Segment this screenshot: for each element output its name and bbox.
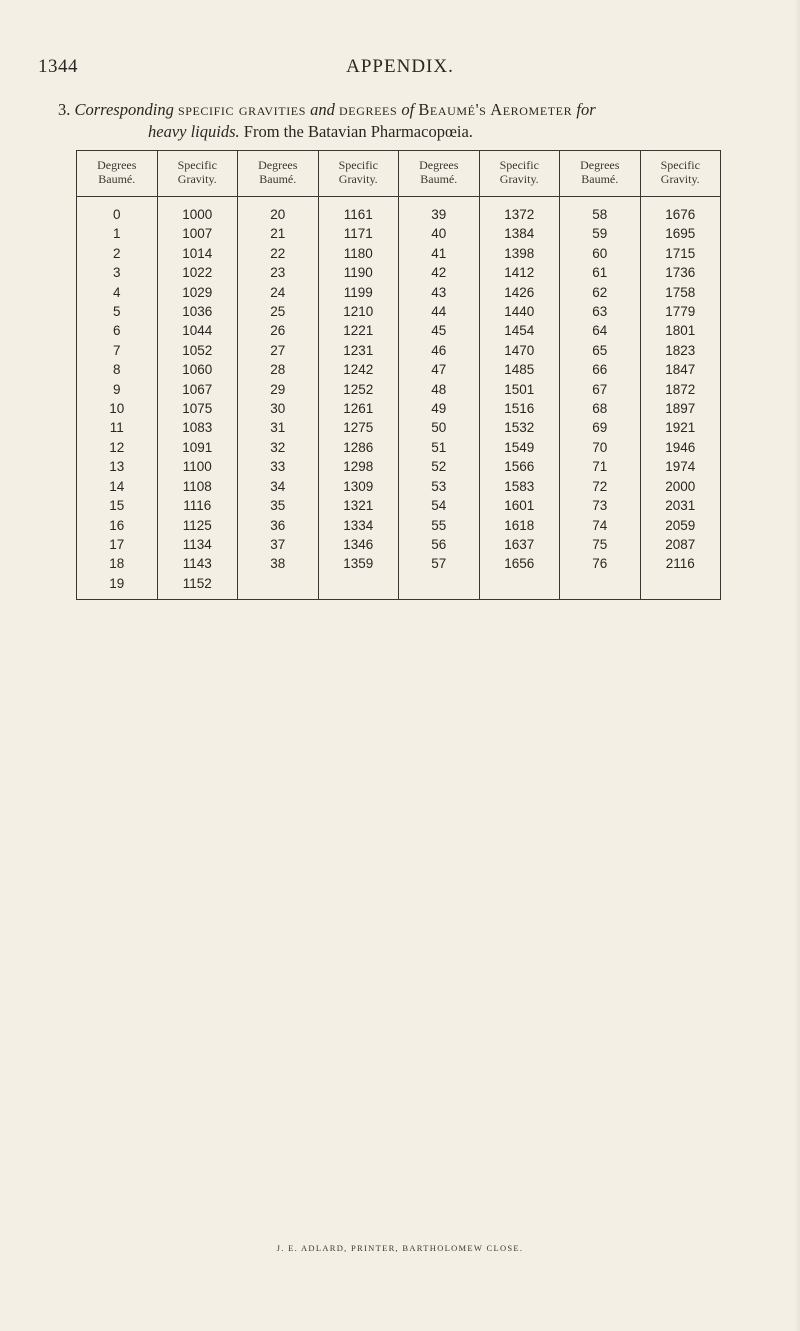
- specific-gravity-cell: [640, 574, 721, 600]
- degrees-baume-cell: 53: [399, 477, 480, 496]
- degrees-baume-cell: 44: [399, 302, 480, 321]
- specific-gravity-cell: 1334: [318, 516, 399, 535]
- degrees-baume-cell: 11: [77, 418, 158, 437]
- baume-gravity-table: [76, 150, 721, 600]
- specific-gravity-cell: 1052: [157, 341, 238, 360]
- specific-gravity-cell: 1083: [157, 418, 238, 437]
- degrees-baume-cell: 17: [77, 535, 158, 554]
- degrees-baume-cell: 60: [560, 244, 641, 263]
- degrees-baume-cell: 64: [560, 321, 641, 340]
- specific-gravity-cell: 1180: [318, 244, 399, 263]
- degrees-baume-cell: [238, 574, 319, 600]
- header-degrees-baume-4: Degrees Baumé.: [560, 151, 641, 197]
- header-degrees-baume-1: Degrees Baumé.: [77, 151, 158, 197]
- caption-number: 3.: [58, 100, 71, 119]
- degrees-baume-cell: 68: [560, 399, 641, 418]
- degrees-baume-cell: 48: [399, 380, 480, 399]
- table-body: [77, 197, 721, 600]
- specific-gravity-cell: 1143: [157, 554, 238, 573]
- specific-gravity-cell: 1190: [318, 263, 399, 282]
- specific-gravity-cell: 1736: [640, 263, 721, 282]
- caption-line2-italic: heavy liquids.: [148, 122, 240, 141]
- table-row: [77, 399, 721, 418]
- specific-gravity-cell: 1252: [318, 380, 399, 399]
- degrees-baume-cell: 39: [399, 197, 480, 225]
- caption-italic-1: Corresponding: [74, 100, 174, 119]
- printer-imprint: J. E. ADLARD, PRINTER, BARTHOLOMEW CLOSE.: [276, 1243, 524, 1253]
- specific-gravity-cell: 1974: [640, 457, 721, 476]
- specific-gravity-cell: 1601: [479, 496, 560, 515]
- specific-gravity-cell: [318, 574, 399, 600]
- degrees-baume-cell: 9: [77, 380, 158, 399]
- specific-gravity-cell: 1134: [157, 535, 238, 554]
- specific-gravity-cell: 2031: [640, 496, 721, 515]
- table-row: [77, 244, 721, 263]
- degrees-baume-cell: 56: [399, 535, 480, 554]
- table-caption: [58, 99, 778, 143]
- specific-gravity-cell: 1221: [318, 321, 399, 340]
- specific-gravity-cell: 1171: [318, 224, 399, 243]
- specific-gravity-cell: 1075: [157, 399, 238, 418]
- specific-gravity-cell: 1108: [157, 477, 238, 496]
- page-number: 1344: [38, 56, 78, 77]
- specific-gravity-cell: 1067: [157, 380, 238, 399]
- degrees-baume-cell: 67: [560, 380, 641, 399]
- degrees-baume-cell: 55: [399, 516, 480, 535]
- specific-gravity-cell: 1029: [157, 283, 238, 302]
- degrees-baume-cell: 18: [77, 554, 158, 573]
- specific-gravity-cell: 1454: [479, 321, 560, 340]
- specific-gravity-cell: 1637: [479, 535, 560, 554]
- specific-gravity-cell: 1440: [479, 302, 560, 321]
- table-row: [77, 418, 721, 437]
- specific-gravity-cell: 2116: [640, 554, 721, 573]
- degrees-baume-cell: 8: [77, 360, 158, 379]
- caption-caps-1: specific gravities: [177, 100, 307, 119]
- specific-gravity-cell: 1199: [318, 283, 399, 302]
- specific-gravity-cell: 1346: [318, 535, 399, 554]
- specific-gravity-cell: 1656: [479, 554, 560, 573]
- specific-gravity-cell: 1116: [157, 496, 238, 515]
- degrees-baume-cell: 7: [77, 341, 158, 360]
- degrees-baume-cell: 43: [399, 283, 480, 302]
- caption-line-2: [58, 121, 778, 143]
- degrees-baume-cell: 1: [77, 224, 158, 243]
- degrees-baume-cell: 45: [399, 321, 480, 340]
- degrees-baume-cell: 10: [77, 399, 158, 418]
- specific-gravity-cell: 1715: [640, 244, 721, 263]
- specific-gravity-cell: 1946: [640, 438, 721, 457]
- specific-gravity-cell: 1549: [479, 438, 560, 457]
- specific-gravity-cell: 1921: [640, 418, 721, 437]
- table-header-row: [77, 151, 721, 197]
- specific-gravity-cell: 1298: [318, 457, 399, 476]
- caption-caps-2: degrees: [339, 100, 398, 119]
- header-degrees-baume-2: Degrees Baumé.: [238, 151, 319, 197]
- degrees-baume-cell: 57: [399, 554, 480, 573]
- table-row: [77, 516, 721, 535]
- degrees-baume-cell: 22: [238, 244, 319, 263]
- specific-gravity-cell: 1583: [479, 477, 560, 496]
- specific-gravity-cell: 1618: [479, 516, 560, 535]
- specific-gravity-cell: 2087: [640, 535, 721, 554]
- table-row: [77, 535, 721, 554]
- table-row: [77, 341, 721, 360]
- specific-gravity-cell: 1261: [318, 399, 399, 418]
- specific-gravity-cell: 1384: [479, 224, 560, 243]
- degrees-baume-cell: 42: [399, 263, 480, 282]
- specific-gravity-cell: 1286: [318, 438, 399, 457]
- specific-gravity-cell: 1125: [157, 516, 238, 535]
- specific-gravity-cell: 1516: [479, 399, 560, 418]
- specific-gravity-cell: 1847: [640, 360, 721, 379]
- specific-gravity-cell: 1566: [479, 457, 560, 476]
- specific-gravity-cell: 1779: [640, 302, 721, 321]
- degrees-baume-cell: 34: [238, 477, 319, 496]
- table-row: [77, 477, 721, 496]
- degrees-baume-cell: 73: [560, 496, 641, 515]
- degrees-baume-cell: 58: [560, 197, 641, 225]
- running-title: APPENDIX.: [346, 56, 454, 77]
- degrees-baume-cell: 26: [238, 321, 319, 340]
- table-row: [77, 438, 721, 457]
- degrees-baume-cell: 59: [560, 224, 641, 243]
- degrees-baume-cell: 2: [77, 244, 158, 263]
- table-row: [77, 380, 721, 399]
- specific-gravity-cell: 1242: [318, 360, 399, 379]
- degrees-baume-cell: 38: [238, 554, 319, 573]
- specific-gravity-cell: [479, 574, 560, 600]
- table-row: [77, 496, 721, 515]
- specific-gravity-cell: 1532: [479, 418, 560, 437]
- degrees-baume-cell: 29: [238, 380, 319, 399]
- specific-gravity-cell: 1022: [157, 263, 238, 282]
- degrees-baume-cell: 76: [560, 554, 641, 573]
- degrees-baume-cell: 6: [77, 321, 158, 340]
- header-degrees-baume-3: Degrees Baumé.: [399, 151, 480, 197]
- degrees-baume-cell: 37: [238, 535, 319, 554]
- degrees-baume-cell: 16: [77, 516, 158, 535]
- header-specific-gravity-2: Specific Gravity.: [318, 151, 399, 197]
- header-specific-gravity-1: Specific Gravity.: [157, 151, 238, 197]
- specific-gravity-cell: 1897: [640, 399, 721, 418]
- degrees-baume-cell: 46: [399, 341, 480, 360]
- degrees-baume-cell: 74: [560, 516, 641, 535]
- specific-gravity-cell: 1100: [157, 457, 238, 476]
- specific-gravity-cell: 2000: [640, 477, 721, 496]
- header-specific-gravity-4: Specific Gravity.: [640, 151, 721, 197]
- specific-gravity-cell: 1000: [157, 197, 238, 225]
- table-row: [77, 554, 721, 573]
- specific-gravity-cell: 1758: [640, 283, 721, 302]
- degrees-baume-cell: 31: [238, 418, 319, 437]
- degrees-baume-cell: 21: [238, 224, 319, 243]
- table-row: [77, 283, 721, 302]
- degrees-baume-cell: 63: [560, 302, 641, 321]
- degrees-baume-cell: 54: [399, 496, 480, 515]
- table-row: [77, 321, 721, 340]
- degrees-baume-cell: 62: [560, 283, 641, 302]
- degrees-baume-cell: 35: [238, 496, 319, 515]
- degrees-baume-cell: 52: [399, 457, 480, 476]
- specific-gravity-cell: 1426: [479, 283, 560, 302]
- specific-gravity-cell: 1801: [640, 321, 721, 340]
- degrees-baume-cell: 61: [560, 263, 641, 282]
- specific-gravity-cell: 1398: [479, 244, 560, 263]
- caption-italic-3: of: [401, 100, 415, 119]
- header-specific-gravity-3: Specific Gravity.: [479, 151, 560, 197]
- table-row: [77, 360, 721, 379]
- degrees-baume-cell: 5: [77, 302, 158, 321]
- degrees-baume-cell: 15: [77, 496, 158, 515]
- specific-gravity-cell: 1695: [640, 224, 721, 243]
- caption-italic-4: for: [576, 100, 596, 119]
- caption-line2-rest: From the Batavian Pharmacopœia.: [243, 122, 473, 141]
- degrees-baume-cell: 75: [560, 535, 641, 554]
- degrees-baume-cell: 41: [399, 244, 480, 263]
- degrees-baume-cell: 13: [77, 457, 158, 476]
- caption-caps-3: Beaumé's Aerometer: [418, 100, 573, 119]
- degrees-baume-cell: 32: [238, 438, 319, 457]
- specific-gravity-cell: 1372: [479, 197, 560, 225]
- page-edge-shadow: [794, 0, 800, 1331]
- degrees-baume-cell: 14: [77, 477, 158, 496]
- specific-gravity-cell: 1823: [640, 341, 721, 360]
- degrees-baume-cell: [399, 574, 480, 600]
- degrees-baume-cell: 50: [399, 418, 480, 437]
- degrees-baume-cell: 36: [238, 516, 319, 535]
- specific-gravity-cell: 1060: [157, 360, 238, 379]
- degrees-baume-cell: 19: [77, 574, 158, 600]
- degrees-baume-cell: [560, 574, 641, 600]
- table-row: [77, 457, 721, 476]
- caption-italic-2: and: [310, 100, 335, 119]
- degrees-baume-cell: 47: [399, 360, 480, 379]
- specific-gravity-cell: 2059: [640, 516, 721, 535]
- specific-gravity-cell: 1007: [157, 224, 238, 243]
- specific-gravity-cell: 1210: [318, 302, 399, 321]
- degrees-baume-cell: 33: [238, 457, 319, 476]
- specific-gravity-cell: 1044: [157, 321, 238, 340]
- specific-gravity-cell: 1872: [640, 380, 721, 399]
- degrees-baume-cell: 27: [238, 341, 319, 360]
- degrees-baume-cell: 25: [238, 302, 319, 321]
- degrees-baume-cell: 30: [238, 399, 319, 418]
- degrees-baume-cell: 51: [399, 438, 480, 457]
- degrees-baume-cell: 40: [399, 224, 480, 243]
- degrees-baume-cell: 66: [560, 360, 641, 379]
- degrees-baume-cell: 49: [399, 399, 480, 418]
- table-row: [77, 302, 721, 321]
- specific-gravity-cell: 1152: [157, 574, 238, 600]
- degrees-baume-cell: 28: [238, 360, 319, 379]
- table-row: [77, 197, 721, 225]
- specific-gravity-cell: 1359: [318, 554, 399, 573]
- table-row: [77, 263, 721, 282]
- specific-gravity-cell: 1036: [157, 302, 238, 321]
- degrees-baume-cell: 69: [560, 418, 641, 437]
- degrees-baume-cell: 71: [560, 457, 641, 476]
- degrees-baume-cell: 70: [560, 438, 641, 457]
- specific-gravity-cell: 1309: [318, 477, 399, 496]
- degrees-baume-cell: 12: [77, 438, 158, 457]
- degrees-baume-cell: 3: [77, 263, 158, 282]
- specific-gravity-cell: 1485: [479, 360, 560, 379]
- specific-gravity-cell: 1091: [157, 438, 238, 457]
- specific-gravity-cell: 1161: [318, 197, 399, 225]
- degrees-baume-cell: 24: [238, 283, 319, 302]
- specific-gravity-cell: 1231: [318, 341, 399, 360]
- specific-gravity-cell: 1014: [157, 244, 238, 263]
- degrees-baume-cell: 72: [560, 477, 641, 496]
- specific-gravity-cell: 1676: [640, 197, 721, 225]
- degrees-baume-cell: 20: [238, 197, 319, 225]
- degrees-baume-cell: 4: [77, 283, 158, 302]
- specific-gravity-cell: 1501: [479, 380, 560, 399]
- degrees-baume-cell: 0: [77, 197, 158, 225]
- table-row: [77, 574, 721, 600]
- specific-gravity-cell: 1321: [318, 496, 399, 515]
- specific-gravity-cell: 1470: [479, 341, 560, 360]
- degrees-baume-cell: 23: [238, 263, 319, 282]
- table-row: [77, 224, 721, 243]
- specific-gravity-cell: 1412: [479, 263, 560, 282]
- specific-gravity-cell: 1275: [318, 418, 399, 437]
- degrees-baume-cell: 65: [560, 341, 641, 360]
